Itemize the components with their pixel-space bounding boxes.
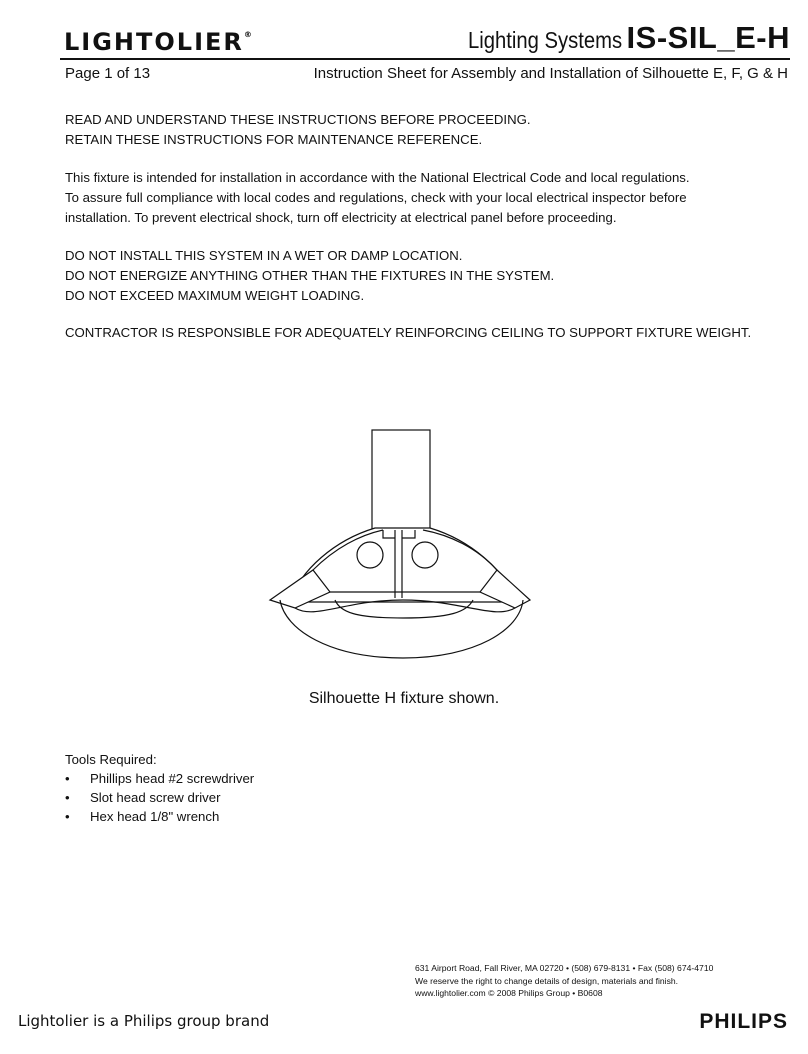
header-rule — [60, 58, 790, 60]
registered-mark: ® — [243, 30, 252, 39]
tool-label: Hex head 1/8" wrench — [90, 809, 220, 824]
footer-web: www.lightolier.com © 2008 Philips Group • B0608 — [415, 988, 603, 998]
warning-line: DO NOT EXCEED MAXIMUM WEIGHT LOADING. — [65, 288, 365, 303]
tools-required — [65, 750, 254, 826]
warning-line: DO NOT INSTALL THIS SYSTEM IN A WET OR DAMP LOCATION. — [65, 248, 463, 263]
footer-address: 631 Airport Road, Fall River, MA 02720 • (508) 679-8131 • Fax (508) 674-4710 — [415, 963, 714, 973]
warning-line: DO NOT ENERGIZE ANYTHING OTHER THAN THE FIXTURES IN THE SYSTEM. — [65, 268, 555, 283]
document-header — [447, 20, 790, 56]
fixture-illustration — [255, 420, 545, 675]
brand-line: Lightolier is a Philips group brand — [18, 1012, 270, 1030]
warning-line: CONTRACTOR IS RESPONSIBLE FOR ADEQUATELY REINFORCING CEILING TO SUPPORT FIXTURE WEIGHT. — [65, 325, 752, 340]
tools-heading: Tools Required: — [65, 752, 157, 767]
logo-text: LIGHTOLIER — [64, 28, 244, 56]
do-not-block — [65, 246, 785, 306]
intro-paragraph — [65, 168, 785, 228]
footer-rights: We reserve the right to change details of design, materials and finish. — [415, 975, 679, 986]
intro-line: installation. To prevent electrical shock, turn off electricity at electrical panel before proceeding. — [65, 210, 617, 225]
tool-label: Phillips head #2 screwdriver — [90, 771, 255, 786]
page-number: Page 1 of 13 — [65, 65, 151, 82]
sheet-title: Instruction Sheet for Assembly and Installation of Silhouette E, F, G & H — [313, 65, 788, 82]
list-item — [65, 807, 254, 826]
intro-line: This fixture is intended for installation in accordance with the National Electrical Code and local regulations. — [65, 170, 690, 185]
doc-code: IS-SIL_E-H — [626, 20, 790, 55]
warning-line: RETAIN THESE INSTRUCTIONS FOR MAINTENANCE REFERENCE. — [65, 132, 483, 147]
tools-list — [65, 769, 254, 826]
warning-line: READ AND UNDERSTAND THESE INSTRUCTIONS BEFORE PROCEEDING. — [65, 112, 531, 127]
contractor-note — [65, 323, 785, 343]
philips-logo: PHILIPS — [699, 1010, 788, 1033]
tool-label: Slot head screw driver — [90, 790, 221, 805]
bullet: • — [65, 790, 70, 805]
doc-subtitle: Lighting Systems — [468, 27, 623, 53]
lightolier-logo — [64, 28, 252, 56]
figure-caption: Silhouette H fixture shown. — [308, 690, 500, 707]
footer-address-block — [415, 962, 713, 1000]
list-item — [65, 788, 254, 807]
intro-line: To assure full compliance with local codes and regulations, check with your local electrical inspector before — [65, 190, 687, 205]
read-instructions-block — [65, 110, 785, 150]
list-item — [65, 769, 254, 788]
bullet: • — [65, 771, 70, 786]
bullet: • — [65, 809, 70, 824]
